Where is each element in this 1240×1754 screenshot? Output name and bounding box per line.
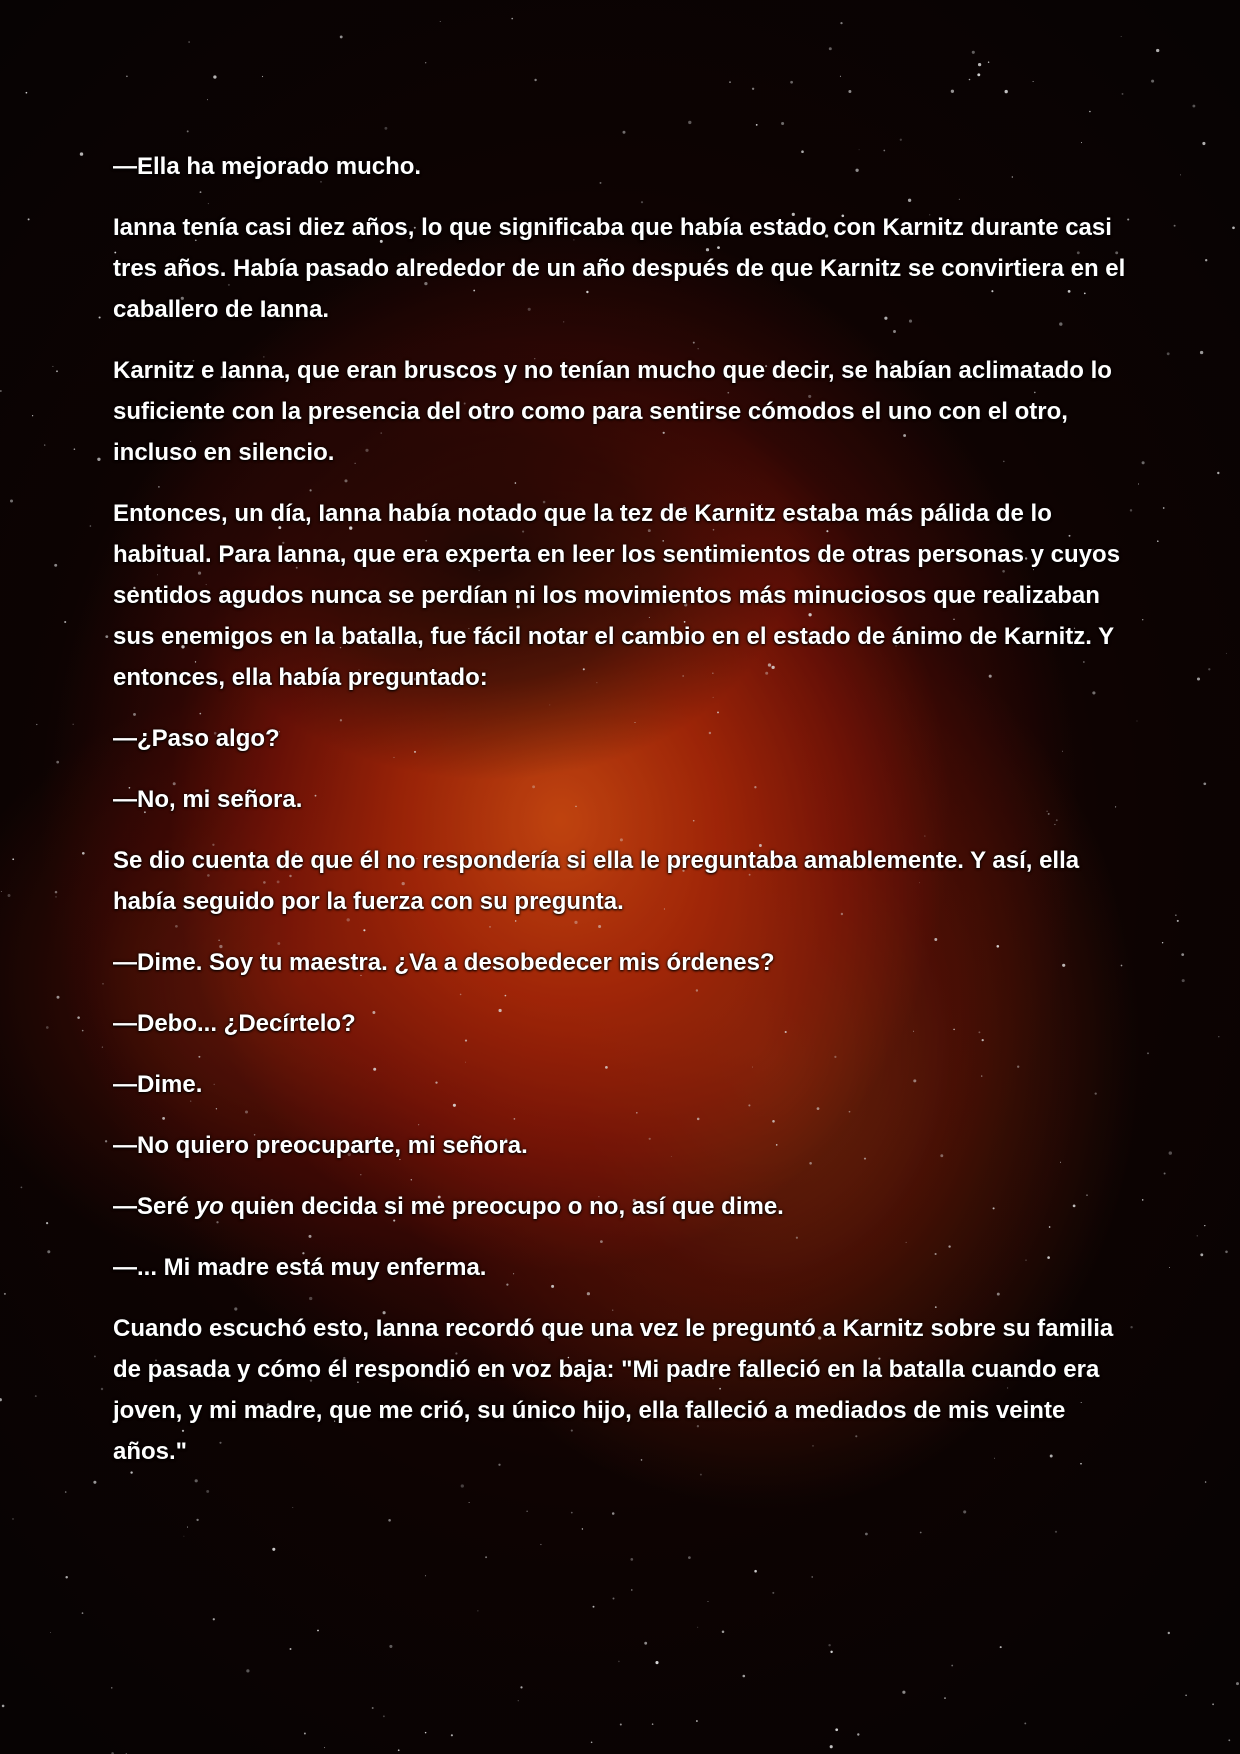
paragraph: Se dio cuenta de que él no respondería si ella le preguntaba amablemente. Y así, ella había seguido por la fuerza con su pregunta.: [113, 847, 1080, 915]
emphasis-word: yo: [195, 1193, 224, 1220]
paragraph: —... Mi madre está muy enferma.: [113, 1254, 487, 1281]
paragraph: Cuando escuchó esto, Ianna recordó que una vez le preguntó a Karnitz sobre su familia de pasada y cómo él respondió en voz baja: "Mi padre falleció en la batalla cuando era joven, y mi madre, que me crió, su único hijo, ella falleció a mediados de mis veinte años.": [113, 1315, 1114, 1465]
paragraph: —No quiero preocuparte, mi señora.: [113, 1132, 528, 1159]
paragraph: Entonces, un día, Ianna había notado que la tez de Karnitz estaba más pálida de lo habitual. Para Ianna, que era experta en leer los sentimientos de otras personas y cuyos sentidos agudos nunca se perdían ni los movimientos más minuciosos que realizaban sus enemigos en la batalla, fue fácil notar el cambio en el estado de ánimo de Karnitz. Y entonces, ella había preguntado:: [113, 500, 1121, 691]
paragraph: —Debo... ¿Decírtelo?: [113, 1010, 356, 1037]
emphasis-after: quien decida si me preocupo o no, así que dime.: [223, 1193, 784, 1220]
paragraph: Karnitz e Ianna, que eran bruscos y no tenían mucho que decir, se habían aclimatado lo suficiente con la presencia del otro como para sentirse cómodos el uno con el otro, incluso en silencio.: [113, 357, 1112, 466]
paragraph: —¿Paso algo?: [113, 725, 280, 752]
paragraph-emphasis: [113, 1186, 1133, 1227]
paragraph: —Dime. Soy tu maestra. ¿Va a desobedecer mis órdenes?: [113, 949, 775, 976]
story-text: [113, 146, 1133, 1492]
paragraph: —No, mi señora.: [113, 786, 303, 813]
emphasis-before: —Seré: [113, 1193, 196, 1220]
paragraph: —Ella ha mejorado mucho.: [113, 153, 422, 180]
paragraph: —Dime.: [113, 1071, 203, 1098]
paragraph: Ianna tenía casi diez años, lo que significaba que había estado con Karnitz durante casi tres años. Había pasado alrededor de un año después de que Karnitz se convirtiera en el caballero de Ianna.: [113, 214, 1126, 323]
